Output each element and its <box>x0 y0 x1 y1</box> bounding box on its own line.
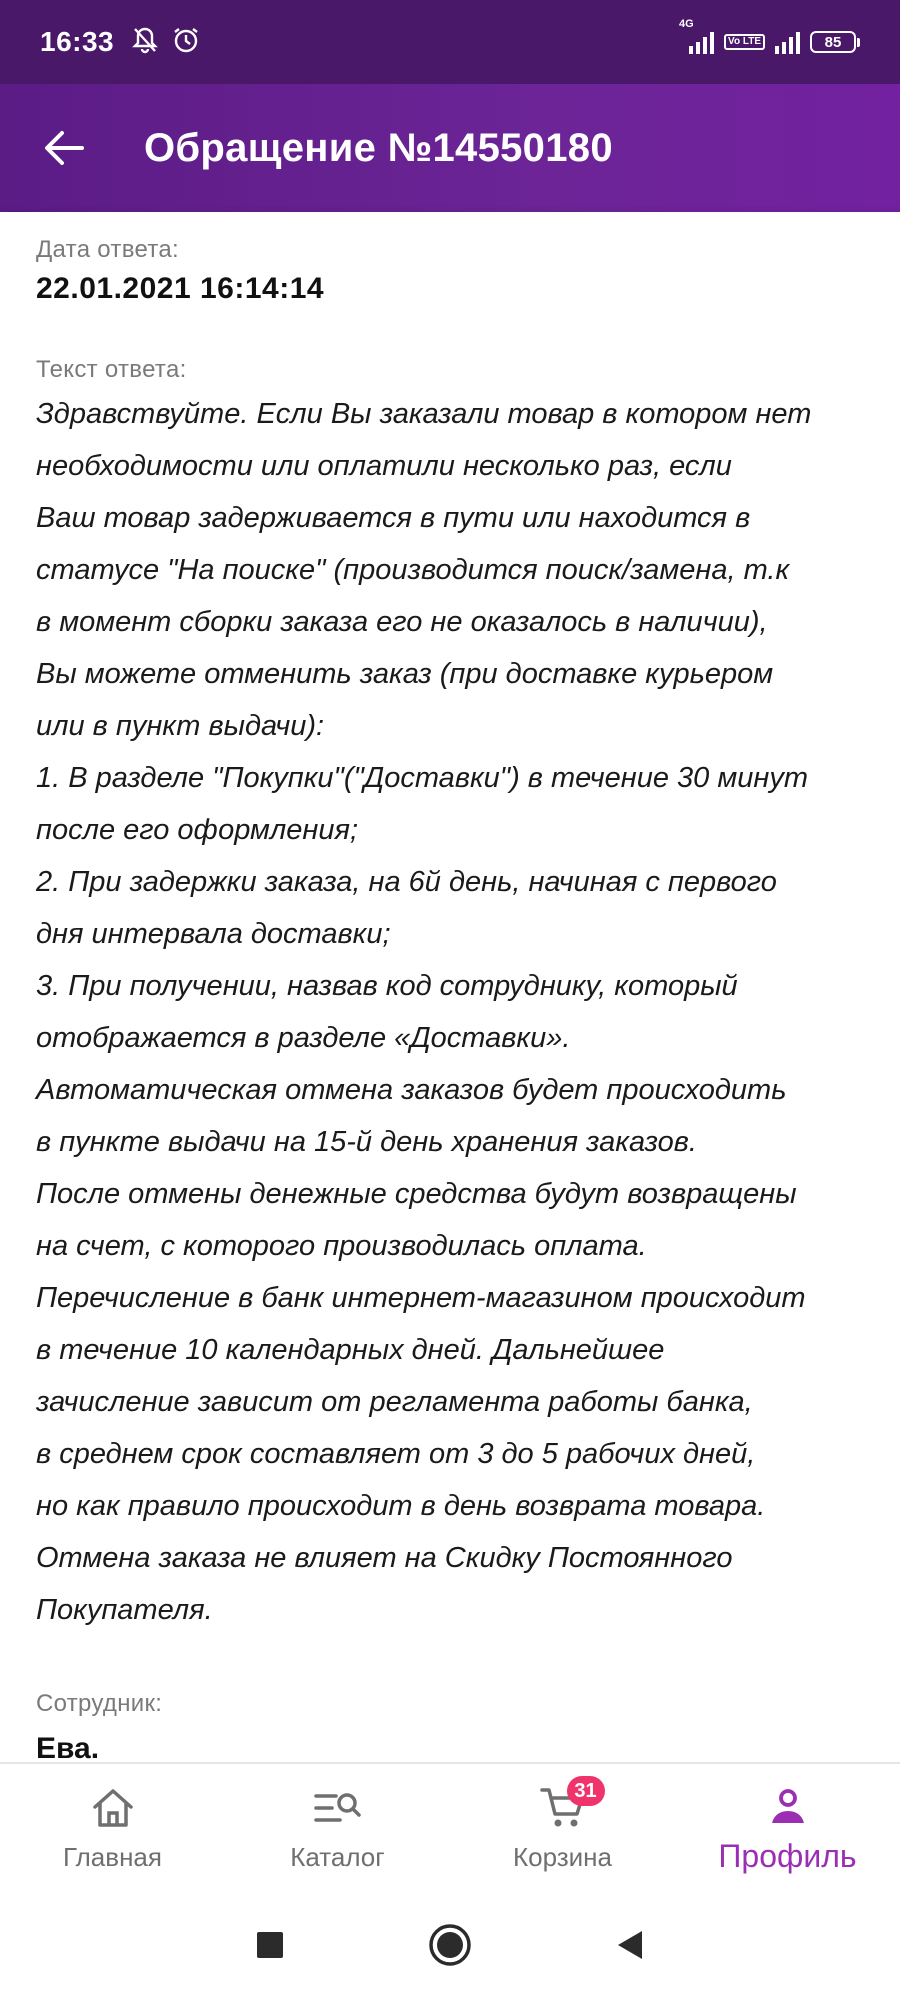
answer-line: После отмены денежные средства будут возвращены <box>36 1178 797 1210</box>
back-button[interactable] <box>24 108 104 188</box>
answer-line: Перечисление в банк интернет-магазином происходит <box>36 1282 806 1314</box>
page-title: Обращение №14550180 <box>144 125 613 170</box>
signal-icon <box>775 30 800 54</box>
bottom-navigation <box>0 1762 900 1892</box>
answer-line: в среднем срок составляет от 3 до 5 рабочих дней, <box>36 1438 756 1470</box>
mute-bell-icon <box>132 26 158 59</box>
answer-line: Ваш товар задерживается в пути или находится в <box>36 502 751 534</box>
square-icon <box>255 1930 285 1960</box>
answer-line: но как правило происходит в день возврата товара. <box>36 1490 766 1522</box>
back-arrow-icon <box>42 128 86 168</box>
date-value: 22.01.2021 16:14:14 <box>36 272 325 305</box>
battery-level: 85 <box>810 31 856 53</box>
volte-icon: Vo LTE <box>724 34 765 50</box>
answer-line: или в пункт выдачи): <box>36 710 325 742</box>
status-bar <box>0 0 900 84</box>
profile-icon <box>764 1786 812 1830</box>
employee-label: Сотрудник: <box>36 1690 163 1717</box>
signal-4g-icon <box>679 18 714 54</box>
answer-line: Здравствуйте. Если Вы заказали товар в котором нет <box>36 398 812 430</box>
answer-line: статусе "На поиске" (производится поиск/замена, т.к <box>36 554 790 586</box>
nav-label-catalog: Каталог <box>290 1842 385 1872</box>
answer-line: отображается в разделе «Доставки». <box>36 1022 571 1054</box>
answer-line: зачисление зависит от регламента работы банка, <box>36 1386 753 1418</box>
nav-label-home: Главная <box>63 1842 162 1872</box>
catalog-search-icon <box>314 1786 362 1830</box>
nav-label-profile: Профиль <box>718 1838 857 1874</box>
employee-name: Ева. <box>36 1732 100 1762</box>
cart-badge: 31 <box>567 1776 605 1806</box>
alarm-clock-icon <box>172 26 200 59</box>
status-time: 16:33 <box>40 26 115 57</box>
back-system-button[interactable] <box>605 1920 655 1970</box>
nav-item-cart[interactable] <box>450 1764 675 1892</box>
answer-line: необходимости или оплатили несколько раз, если <box>36 450 732 482</box>
system-navigation-bar <box>0 1890 900 2000</box>
answer-line: 1. В разделе "Покупки"("Доставки") в течение 30 минут <box>36 762 808 794</box>
answer-line: Вы можете отменить заказ (при доставке курьером <box>36 658 774 690</box>
home-icon <box>89 1786 137 1830</box>
triangle-back-icon <box>614 1928 646 1962</box>
answer-line: после его оформления; <box>36 814 359 846</box>
app-bar <box>0 84 900 212</box>
answer-text <box>36 388 864 1636</box>
answer-line: на счет, с которого производилась оплата. <box>36 1230 647 1262</box>
cart-icon <box>539 1779 597 1830</box>
nav-item-profile[interactable] <box>675 1764 900 1892</box>
answer-line: в пункте выдачи на 15-й день хранения заказов. <box>36 1126 697 1158</box>
answer-line: Автоматическая отмена заказов будет происходить <box>36 1074 787 1106</box>
answer-line: Покупателя. <box>36 1594 213 1626</box>
ticket-details[interactable] <box>0 212 900 1762</box>
recents-button[interactable] <box>245 1920 295 1970</box>
answer-line: в момент сборки заказа его не оказалось в наличии), <box>36 606 768 638</box>
date-label: Дата ответа: <box>36 236 179 263</box>
network-label: 4G <box>679 18 694 30</box>
answer-line: 3. При получении, назвав код сотруднику, который <box>36 970 738 1002</box>
answer-text-label: Текст ответа: <box>36 356 187 383</box>
circle-icon <box>428 1923 472 1967</box>
home-system-button[interactable] <box>425 1920 475 1970</box>
answer-line: 2. При задержки заказа, на 6й день, начиная с первого <box>36 866 777 898</box>
nav-item-catalog[interactable] <box>225 1764 450 1892</box>
answer-line: дня интервала доставки; <box>36 918 391 950</box>
answer-line: в течение 10 календарных дней. Дальнейшее <box>36 1334 665 1366</box>
nav-label-cart: Корзина <box>512 1842 613 1872</box>
battery-icon <box>810 31 860 53</box>
nav-item-home[interactable] <box>0 1764 225 1892</box>
answer-line: Отмена заказа не влияет на Скидку Постоянного <box>36 1542 733 1574</box>
